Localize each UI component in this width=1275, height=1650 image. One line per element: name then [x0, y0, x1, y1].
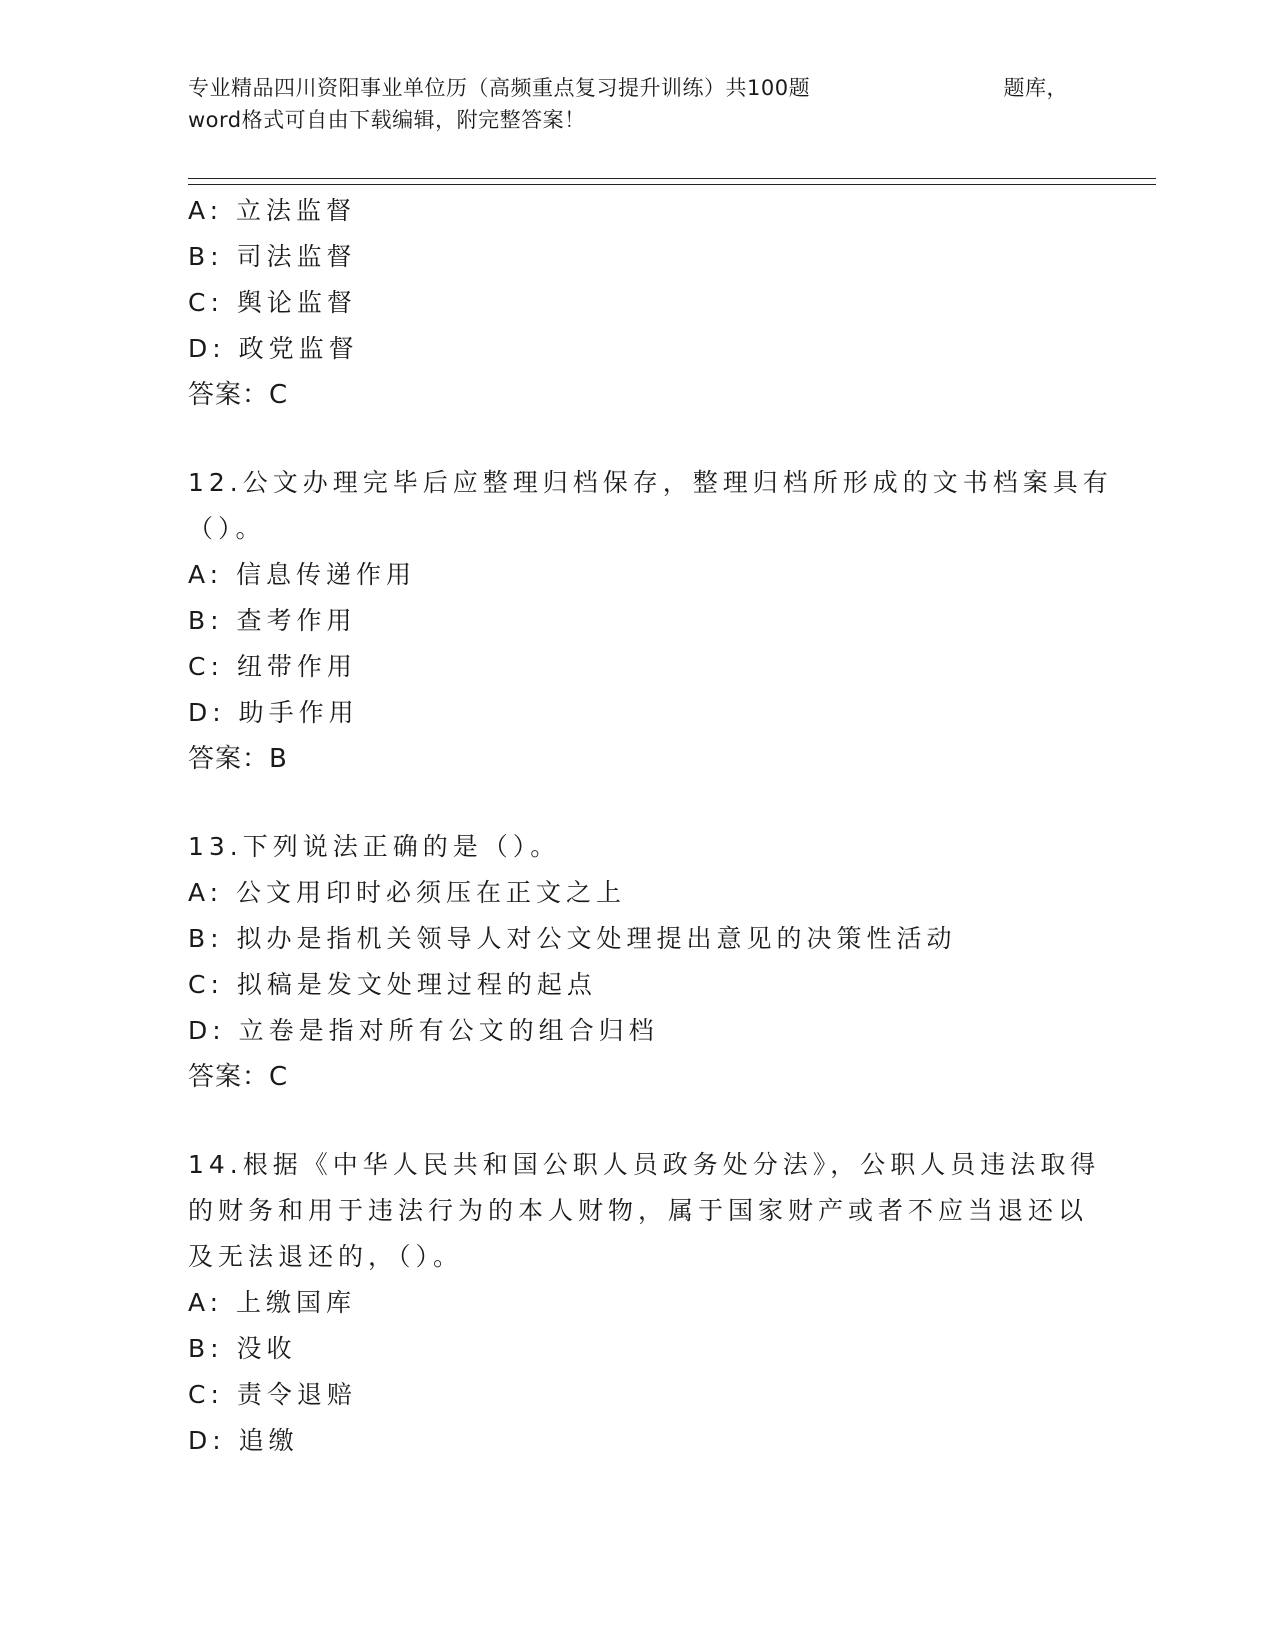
option-d: D: 政党监督: [188, 334, 359, 363]
option-b: B: 司法监督: [188, 242, 357, 271]
option-b: B: 查考作用: [188, 606, 357, 635]
question-12: [188, 460, 1113, 782]
question-stem: 的财务和用于违法行为的本人财物，属于国家财产或者不应当退还以: [188, 1196, 1089, 1225]
question-stem: 13.下列说法正确的是（）。: [188, 832, 561, 861]
header-title-row: [188, 72, 1068, 104]
option-c: C: 责令退赔: [188, 1380, 357, 1409]
option-b: B: 没收: [188, 1334, 297, 1363]
question-stem: 及无法退还的，（）。: [188, 1242, 464, 1271]
option-d: D: 助手作用: [188, 698, 359, 727]
option-c: C: 舆论监督: [188, 288, 357, 317]
header-title-suffix: 题库，: [1003, 76, 1068, 100]
option-a: A: 立法监督: [188, 196, 357, 225]
option-a: A: 上缴国库: [188, 1288, 357, 1317]
spacer: [188, 782, 1088, 824]
option-d: D: 追缴: [188, 1426, 299, 1455]
option-b: B: 拟办是指机关领导人对公文处理提出意见的决策性活动: [188, 924, 957, 953]
question-11: [188, 188, 1088, 418]
spacer: [188, 1100, 1088, 1142]
question-stem: 14.根据《中华人民共和国公职人员政务处分法》，公职人员违法取得: [188, 1150, 1101, 1179]
question-stem: （）。: [188, 514, 266, 543]
page-header: [188, 72, 1068, 136]
question-list: [188, 188, 1113, 1464]
spacer: [188, 418, 1088, 460]
option-a: A: 公文用印时必须压在正文之上: [188, 878, 627, 907]
option-c: C: 拟稿是发文处理过程的起点: [188, 970, 597, 999]
option-d: D: 立卷是指对所有公文的组合归档: [188, 1016, 659, 1045]
option-c: C: 纽带作用: [188, 652, 357, 681]
answer: 答案：C: [188, 380, 289, 410]
question-stem: 12.公文办理完毕后应整理归档保存，整理归档所形成的文书档案具有: [188, 468, 1113, 497]
option-a: A: 信息传递作用: [188, 560, 417, 589]
header-divider-bottom: [188, 184, 1156, 185]
header-divider-top: [188, 178, 1156, 179]
question-14: [188, 1142, 1101, 1464]
header-title: 专业精品四川资阳事业单位历（高频重点复习提升训练）共100题: [188, 76, 811, 100]
header-subtitle: word格式可自由下载编辑，附完整答案！: [188, 108, 586, 132]
answer: 答案：C: [188, 1062, 289, 1092]
answer: 答案：B: [188, 744, 288, 774]
question-13: [188, 824, 1088, 1100]
